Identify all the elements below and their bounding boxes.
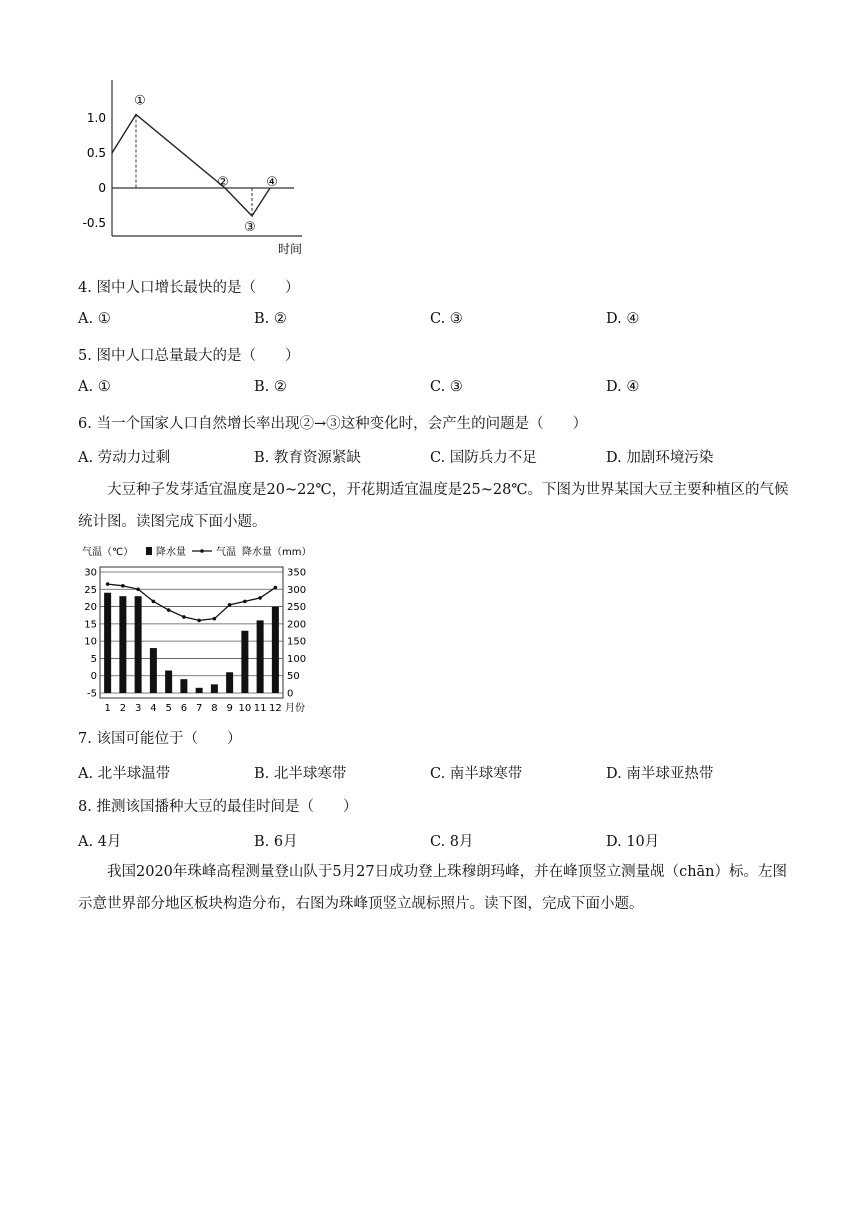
right-axis-label: 降水量（mm）	[242, 547, 312, 558]
q7-option-c[interactable]: C. 南半球寒带	[430, 766, 523, 782]
precip-bar	[150, 648, 157, 693]
month-tick-label: 5	[165, 703, 172, 714]
month-tick-label: 12	[269, 703, 282, 714]
precip-tick-label: 350	[287, 567, 307, 579]
q4-stem: 4. 图中人口增长最快的是（ ）	[78, 280, 300, 296]
q7-stem: 7. 该国可能位于（ ）	[78, 731, 242, 747]
q4-option-d[interactable]: D. ④	[606, 311, 640, 327]
temp-point	[274, 586, 278, 590]
passage-everest: 我国2020年珠峰高程测量登山队于5月27日成功登上珠穆朗玛峰，并在峰顶竖立测量觇（chān）标。左图示意世界部分地区板块构造分布，右图为珠峰顶竖立觇标照片。读下图，完成下面小题。	[78, 864, 788, 912]
q7-option-d[interactable]: D. 南半球亚热带	[606, 766, 714, 782]
temp-tick-label: -5	[87, 688, 97, 700]
precip-bar	[165, 671, 172, 693]
month-tick-label: 4	[150, 703, 157, 714]
q7-option-b[interactable]: B. 北半球寒带	[254, 766, 347, 782]
growth-rate-chart	[80, 70, 320, 260]
legend-bar-swatch	[146, 547, 152, 555]
q7-option-a[interactable]: A. 北半球温带	[78, 766, 171, 782]
q4-option-c[interactable]: C. ③	[430, 311, 463, 327]
q5-option-a[interactable]: A. ①	[78, 379, 111, 395]
q5-option-c[interactable]: C. ③	[430, 379, 463, 395]
precip-tick-label: 50	[287, 671, 300, 683]
q5-option-b[interactable]: B. ②	[254, 379, 287, 395]
point-label: ①	[134, 93, 146, 109]
legend-bar-label: 降水量	[156, 547, 186, 558]
temp-tick-label: 10	[84, 636, 97, 648]
legend-line-label: 气温	[216, 547, 236, 558]
month-tick-label: 3	[134, 703, 142, 714]
precip-bar	[241, 631, 248, 693]
precip-bar	[211, 684, 218, 693]
month-tick-label: 10	[238, 703, 252, 714]
temp-point	[258, 596, 262, 600]
q4-option-a[interactable]: A. ①	[78, 311, 111, 327]
q6-option-d[interactable]: D. 加剧环境污染	[606, 450, 714, 466]
q8-stem: 8. 推测该国播种大豆的最佳时间是（ ）	[78, 799, 358, 815]
y-tick-label: -0.5	[82, 216, 106, 230]
precip-bar	[135, 596, 142, 693]
y-tick-label: 0.5	[86, 146, 106, 160]
precip-bar	[180, 679, 187, 693]
month-tick-label: 8	[211, 703, 218, 714]
point-label: ④	[266, 175, 278, 190]
temp-point	[167, 608, 171, 612]
legend-line-marker	[200, 549, 204, 553]
temp-point	[213, 617, 217, 621]
temp-point	[197, 619, 201, 623]
precip-tick-label: 300	[287, 584, 307, 596]
precip-tick-label: 100	[287, 653, 307, 665]
x-axis-label: 时间	[278, 242, 303, 256]
q5-stem: 5. 图中人口总量最大的是（ ）	[78, 348, 300, 364]
temp-point	[152, 600, 156, 604]
point-label: ③	[244, 220, 256, 235]
temp-tick-label: 0	[90, 671, 97, 683]
y-tick-label: 0	[98, 181, 106, 195]
temp-point	[243, 600, 247, 604]
q8-option-b[interactable]: B. 6月	[254, 834, 298, 850]
precip-tick-label: 200	[287, 619, 307, 631]
month-tick-label: 9	[226, 703, 233, 714]
temp-point	[228, 603, 232, 607]
point-label: ②	[217, 175, 229, 190]
precip-bar	[119, 596, 126, 693]
temp-point	[182, 615, 186, 619]
month-tick-label: 7	[195, 703, 203, 714]
q4-option-b[interactable]: B. ②	[254, 311, 287, 327]
temp-tick-label: 15	[84, 619, 97, 631]
temp-point	[136, 587, 140, 591]
q8-option-d[interactable]: D. 10月	[606, 834, 660, 850]
temp-tick-label: 25	[84, 584, 97, 596]
q6-stem: 6. 当一个国家人口自然增长率出现②→③这种变化时，会产生的问题是（ ）	[78, 416, 588, 432]
month-tick-label: 1	[104, 703, 111, 714]
temp-point	[121, 584, 125, 588]
month-tick-label: 2	[119, 703, 127, 714]
precip-tick-label: 0	[287, 688, 294, 700]
passage-soybean: 大豆种子发芽适宜温度是20~22℃，开花期适宜温度是25~28℃。下图为世界某国大豆主要种植区的气候统计图。读图完成下面小题。	[78, 482, 789, 530]
q8-option-c[interactable]: C. 8月	[430, 834, 474, 850]
chart-legend	[82, 545, 311, 558]
q8-option-a[interactable]: A. 4月	[78, 834, 122, 850]
precip-bar	[104, 593, 111, 693]
x-unit-label: 月份	[285, 703, 305, 714]
q6-option-a[interactable]: A. 劳动力过剩	[78, 450, 171, 466]
precip-bar	[196, 688, 203, 693]
q6-option-b[interactable]: B. 教育资源紧缺	[254, 450, 361, 466]
temp-point	[106, 582, 110, 586]
precip-bar	[257, 620, 264, 693]
temp-tick-label: 5	[90, 653, 97, 665]
y-tick-label: 1.0	[86, 111, 106, 125]
temp-tick-label: 20	[84, 602, 97, 614]
precip-tick-label: 250	[287, 602, 307, 614]
month-tick-label: 11	[253, 703, 267, 714]
q5-option-d[interactable]: D. ④	[606, 379, 640, 395]
climate-chart	[78, 544, 318, 716]
q6-option-c[interactable]: C. 国防兵力不足	[430, 450, 537, 466]
precip-bar	[226, 672, 233, 693]
month-tick-label: 6	[180, 703, 188, 714]
precip-tick-label: 150	[287, 636, 307, 648]
precip-bar	[272, 607, 279, 693]
left-axis-label: 气温（℃）	[82, 547, 134, 558]
temp-tick-label: 30	[84, 567, 97, 579]
